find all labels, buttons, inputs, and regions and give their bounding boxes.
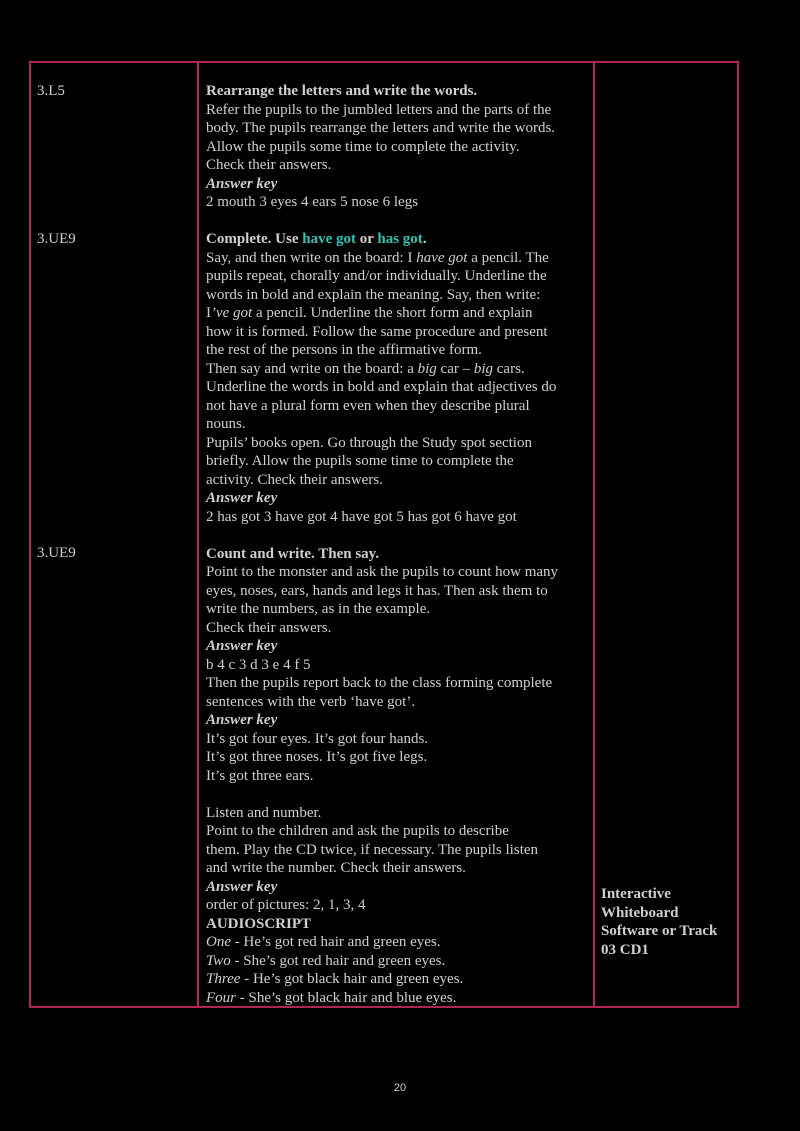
instruction-line: activity. Check their answers. <box>206 471 383 488</box>
instruction-line: I’ve got a pencil. Underline the short form and explain <box>206 305 533 321</box>
answer-line: It’s got three noses. It’s got five legs. <box>206 749 428 765</box>
instruction-line: them. Play the CD twice, if necessary. The pupils listen <box>206 841 539 858</box>
answer-line: 2 has got 3 have got 4 have got 5 has got 6 have got <box>206 508 517 525</box>
audioscript-line: Two - She’s got red hair and green eyes. <box>206 952 446 969</box>
instruction-line: Point to the children and ask the pupils to describe <box>206 823 509 839</box>
instruction-line: Then say and write on the board: a big car – big cars. <box>206 360 525 377</box>
instruction-line: Point to the monster and ask the pupils to count how many <box>206 564 559 580</box>
audioscript-line: One - He’s got red hair and green eyes. <box>206 934 441 950</box>
activity-heading: Count and write. Then say. <box>206 545 380 562</box>
activity-code: 3.L5 <box>37 83 65 99</box>
answer-line: b 4 c 3 d 3 e 4 f 5 <box>206 656 311 673</box>
answer-line: It’s got four eyes. It’s got four hands. <box>206 730 429 747</box>
lesson-table <box>29 61 739 1008</box>
activity-heading: Rearrange the letters and write the words. <box>206 83 478 99</box>
instruction-line: Check their answers. <box>206 619 332 636</box>
activity-code: 3.UE9 <box>37 545 76 561</box>
answer-line: order of pictures: 2, 1, 3, 4 <box>206 897 366 913</box>
instruction-line: Then the pupils report back to the class forming complete <box>206 675 553 691</box>
answer-line: It’s got three ears. <box>206 767 314 784</box>
instruction-line: words in bold and explain the meaning. Say, then write: <box>206 286 541 303</box>
activity-heading: Complete. Use have got or has got. <box>206 231 427 247</box>
instruction-line: pupils repeat, chorally and/or individually. Underline the <box>206 268 547 284</box>
highlight-text: have got <box>302 231 356 247</box>
activity-heading: Listen and number. <box>206 804 322 821</box>
instruction-line: not have a plural form even when they describe plural <box>206 397 530 414</box>
instruction-line: Refer the pupils to the jumbled letters and the parts of the <box>206 101 552 118</box>
instruction-line: Allow the pupils some time to complete the activity. <box>206 138 520 155</box>
instruction-line: nouns. <box>206 416 246 432</box>
answer-key-label: Answer key <box>206 490 278 506</box>
instruction-line: Say, and then write on the board: I have got a pencil. The <box>206 249 549 266</box>
column-divider <box>593 63 595 1006</box>
highlight-text: has got <box>377 231 423 247</box>
activity-code: 3.UE9 <box>37 231 76 247</box>
instruction-line: Check their answers. <box>206 157 332 173</box>
instruction-line: body. The pupils rearrange the letters and write the words. <box>206 120 556 136</box>
resource-note: Interactive Whiteboard Software or Track 03 CD1 <box>601 886 718 958</box>
content-column <box>206 82 591 1007</box>
answer-line: 2 mouth 3 eyes 4 ears 5 nose 6 legs <box>206 194 419 210</box>
instruction-line: Pupils’ books open. Go through the Study spot section <box>206 434 532 451</box>
answer-key-label: Answer key <box>206 878 278 895</box>
instruction-line: briefly. Allow the pupils some time to complete the <box>206 453 514 469</box>
instruction-line: how it is formed. Follow the same procedure and present <box>206 323 548 340</box>
instruction-line: Underline the words in bold and explain that adjectives do <box>206 379 557 395</box>
instruction-line: eyes, noses, ears, hands and legs it has. Then ask them to <box>206 582 548 599</box>
instruction-line: and write the number. Check their answers. <box>206 860 466 876</box>
answer-key-label: Answer key <box>206 175 278 192</box>
audioscript-label: AUDIOSCRIPT <box>206 915 312 932</box>
page-number: 20 <box>393 1082 407 1094</box>
instruction-line: sentences with the verb ‘have got’. <box>206 693 416 710</box>
column-divider <box>197 63 199 1006</box>
answer-key-label: Answer key <box>206 638 278 654</box>
answer-key-label: Answer key <box>206 712 278 728</box>
instruction-line: the rest of the persons in the affirmative form. <box>206 342 482 358</box>
audioscript-line: Three - He’s got black hair and green eyes. <box>206 971 464 987</box>
audioscript-line: Four - She’s got black hair and blue eyes. <box>206 989 457 1006</box>
instruction-line: write the numbers, as in the example. <box>206 601 431 617</box>
